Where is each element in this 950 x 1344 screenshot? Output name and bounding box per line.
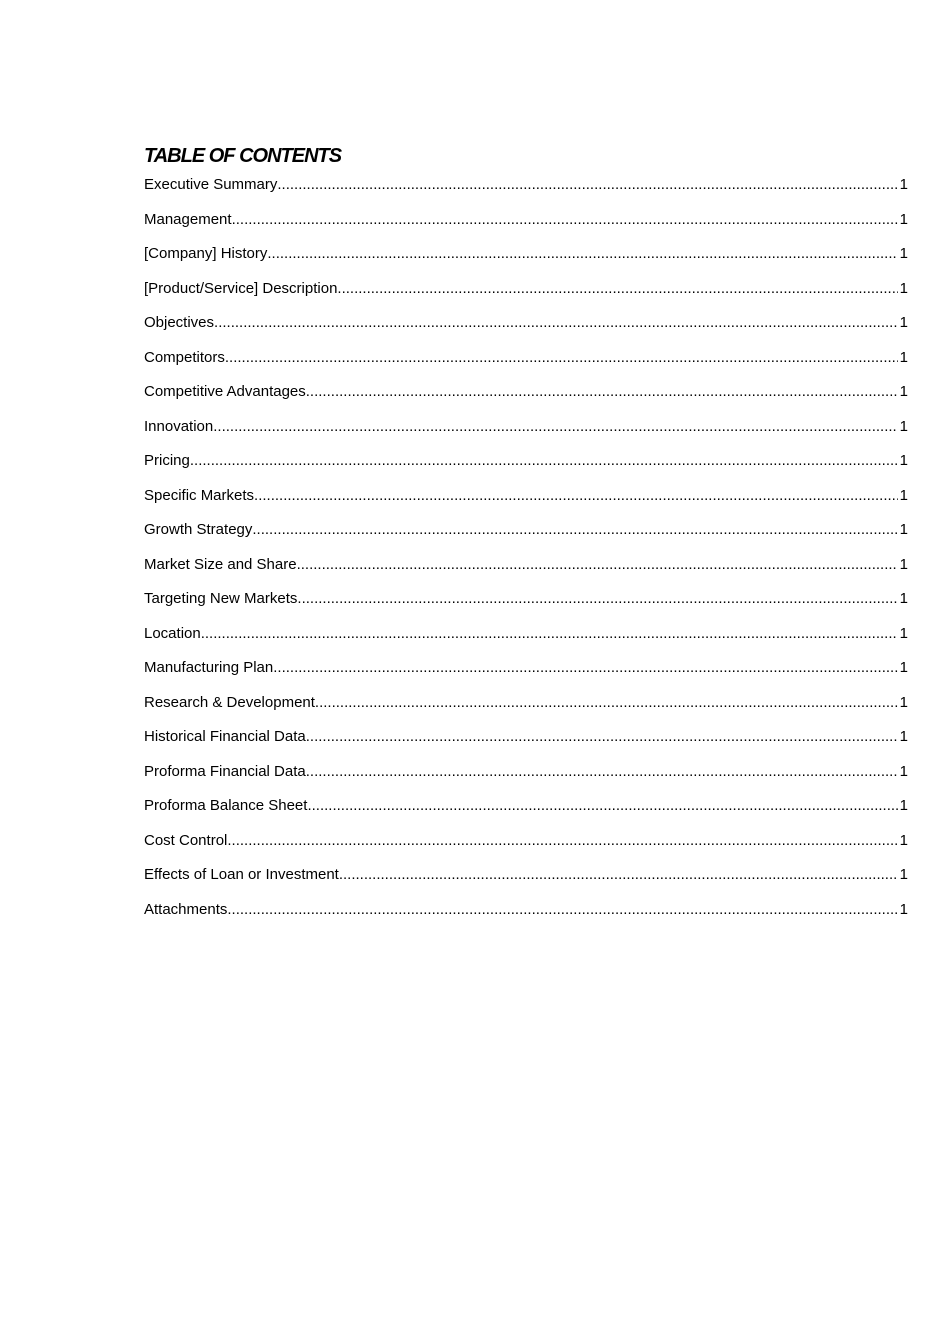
toc-page-number: 1 [899, 383, 908, 400]
toc-entry-label: Proforma Balance Sheet [144, 797, 308, 814]
toc-leader-dots [307, 797, 897, 815]
toc-leader-dots [232, 211, 898, 229]
toc-page-number: 1 [899, 521, 908, 538]
toc-page-number: 1 [899, 452, 908, 469]
toc-page-number: 1 [899, 659, 908, 676]
table-of-contents [144, 144, 908, 935]
toc-entry[interactable] [144, 625, 908, 660]
toc-leader-dots [315, 694, 898, 712]
toc-title: TABLE OF CONTENTS [144, 145, 342, 167]
toc-entry[interactable] [144, 832, 908, 867]
toc-leader-dots [214, 314, 898, 332]
toc-leader-dots [213, 418, 897, 436]
toc-page-number: 1 [899, 831, 908, 849]
toc-page-number: 1 [899, 762, 908, 780]
toc-page-number: 1 [899, 866, 908, 883]
toc-leader-dots [225, 349, 898, 367]
toc-entry[interactable] [144, 728, 908, 763]
toc-entry[interactable] [144, 901, 908, 936]
toc-page-number: 1 [899, 279, 908, 297]
toc-page-number: 1 [899, 624, 908, 642]
toc-page-number: 1 [899, 348, 908, 366]
toc-page-number: 1 [899, 900, 908, 918]
toc-page-number: 1 [899, 728, 908, 745]
toc-entry[interactable] [144, 211, 908, 246]
toc-page-number: 1 [899, 486, 908, 504]
toc-entry-label: Specific Markets [144, 486, 255, 504]
toc-entry-label: Historical Financial Data [144, 728, 306, 745]
toc-leader-dots [277, 176, 897, 194]
toc-page-number: 1 [899, 314, 908, 331]
toc-entry-label: Effects of Loan or Investment [144, 866, 339, 883]
toc-leader-dots [254, 487, 898, 505]
toc-entry[interactable] [144, 452, 908, 487]
toc-leader-dots [201, 625, 898, 643]
toc-entry[interactable] [144, 556, 908, 591]
toc-entry[interactable] [144, 797, 908, 832]
toc-entry[interactable] [144, 280, 908, 315]
toc-entry[interactable] [144, 866, 908, 901]
toc-page-number: 1 [899, 555, 908, 573]
toc-page-number: 1 [899, 210, 908, 228]
toc-leader-dots [252, 521, 897, 539]
toc-entry-label: Manufacturing Plan [144, 659, 274, 676]
toc-entry[interactable] [144, 590, 908, 625]
toc-entry-label: Targeting New Markets [144, 590, 298, 607]
toc-entry-label: Innovation [144, 417, 214, 435]
toc-entry[interactable] [144, 694, 908, 729]
toc-leader-dots [306, 763, 898, 781]
toc-entry-label: [Company] History [144, 245, 268, 262]
toc-entry[interactable] [144, 349, 908, 384]
toc-page-number: 1 [899, 245, 908, 262]
toc-leader-dots [267, 245, 897, 263]
toc-leader-dots [297, 590, 897, 608]
toc-entry-label: Competitors [144, 348, 225, 366]
toc-leader-dots [297, 556, 898, 574]
toc-entry-label: Growth Strategy [144, 521, 253, 538]
toc-leader-dots [227, 832, 897, 850]
toc-entry-label: Executive Summary [144, 176, 278, 193]
toc-page-number: 1 [899, 417, 908, 435]
toc-entry[interactable] [144, 487, 908, 522]
toc-page-number: 1 [899, 693, 908, 711]
toc-entry-label: Competitive Advantages [144, 383, 306, 400]
toc-entry-label: Pricing [144, 452, 190, 469]
toc-leader-dots [339, 866, 898, 884]
toc-leader-dots [227, 901, 897, 919]
toc-entry-label: Research & Development [144, 693, 315, 711]
toc-entry-label: Objectives [144, 314, 215, 331]
toc-entry-label: Proforma Financial Data [144, 762, 306, 780]
toc-list [144, 176, 908, 935]
toc-page-number: 1 [899, 590, 908, 607]
toc-leader-dots [273, 659, 897, 677]
toc-entry[interactable] [144, 245, 908, 280]
toc-leader-dots [306, 728, 898, 746]
toc-page-number: 1 [899, 176, 908, 193]
toc-entry-label: Cost Control [144, 831, 228, 849]
toc-entry[interactable] [144, 176, 908, 211]
toc-entry[interactable] [144, 314, 908, 349]
toc-leader-dots [306, 383, 898, 401]
toc-leader-dots [337, 280, 897, 298]
toc-entry-label: Management [144, 210, 232, 228]
toc-entry-label: Market Size and Share [144, 555, 297, 573]
toc-entry-label: Attachments [144, 900, 228, 918]
toc-leader-dots [190, 452, 898, 470]
toc-entry[interactable] [144, 383, 908, 418]
toc-entry[interactable] [144, 763, 908, 798]
toc-entry-label: [Product/Service] Description [144, 279, 338, 297]
toc-entry[interactable] [144, 659, 908, 694]
toc-page-number: 1 [899, 797, 908, 814]
toc-entry-label: Location [144, 624, 201, 642]
toc-entry[interactable] [144, 521, 908, 556]
toc-entry[interactable] [144, 418, 908, 453]
